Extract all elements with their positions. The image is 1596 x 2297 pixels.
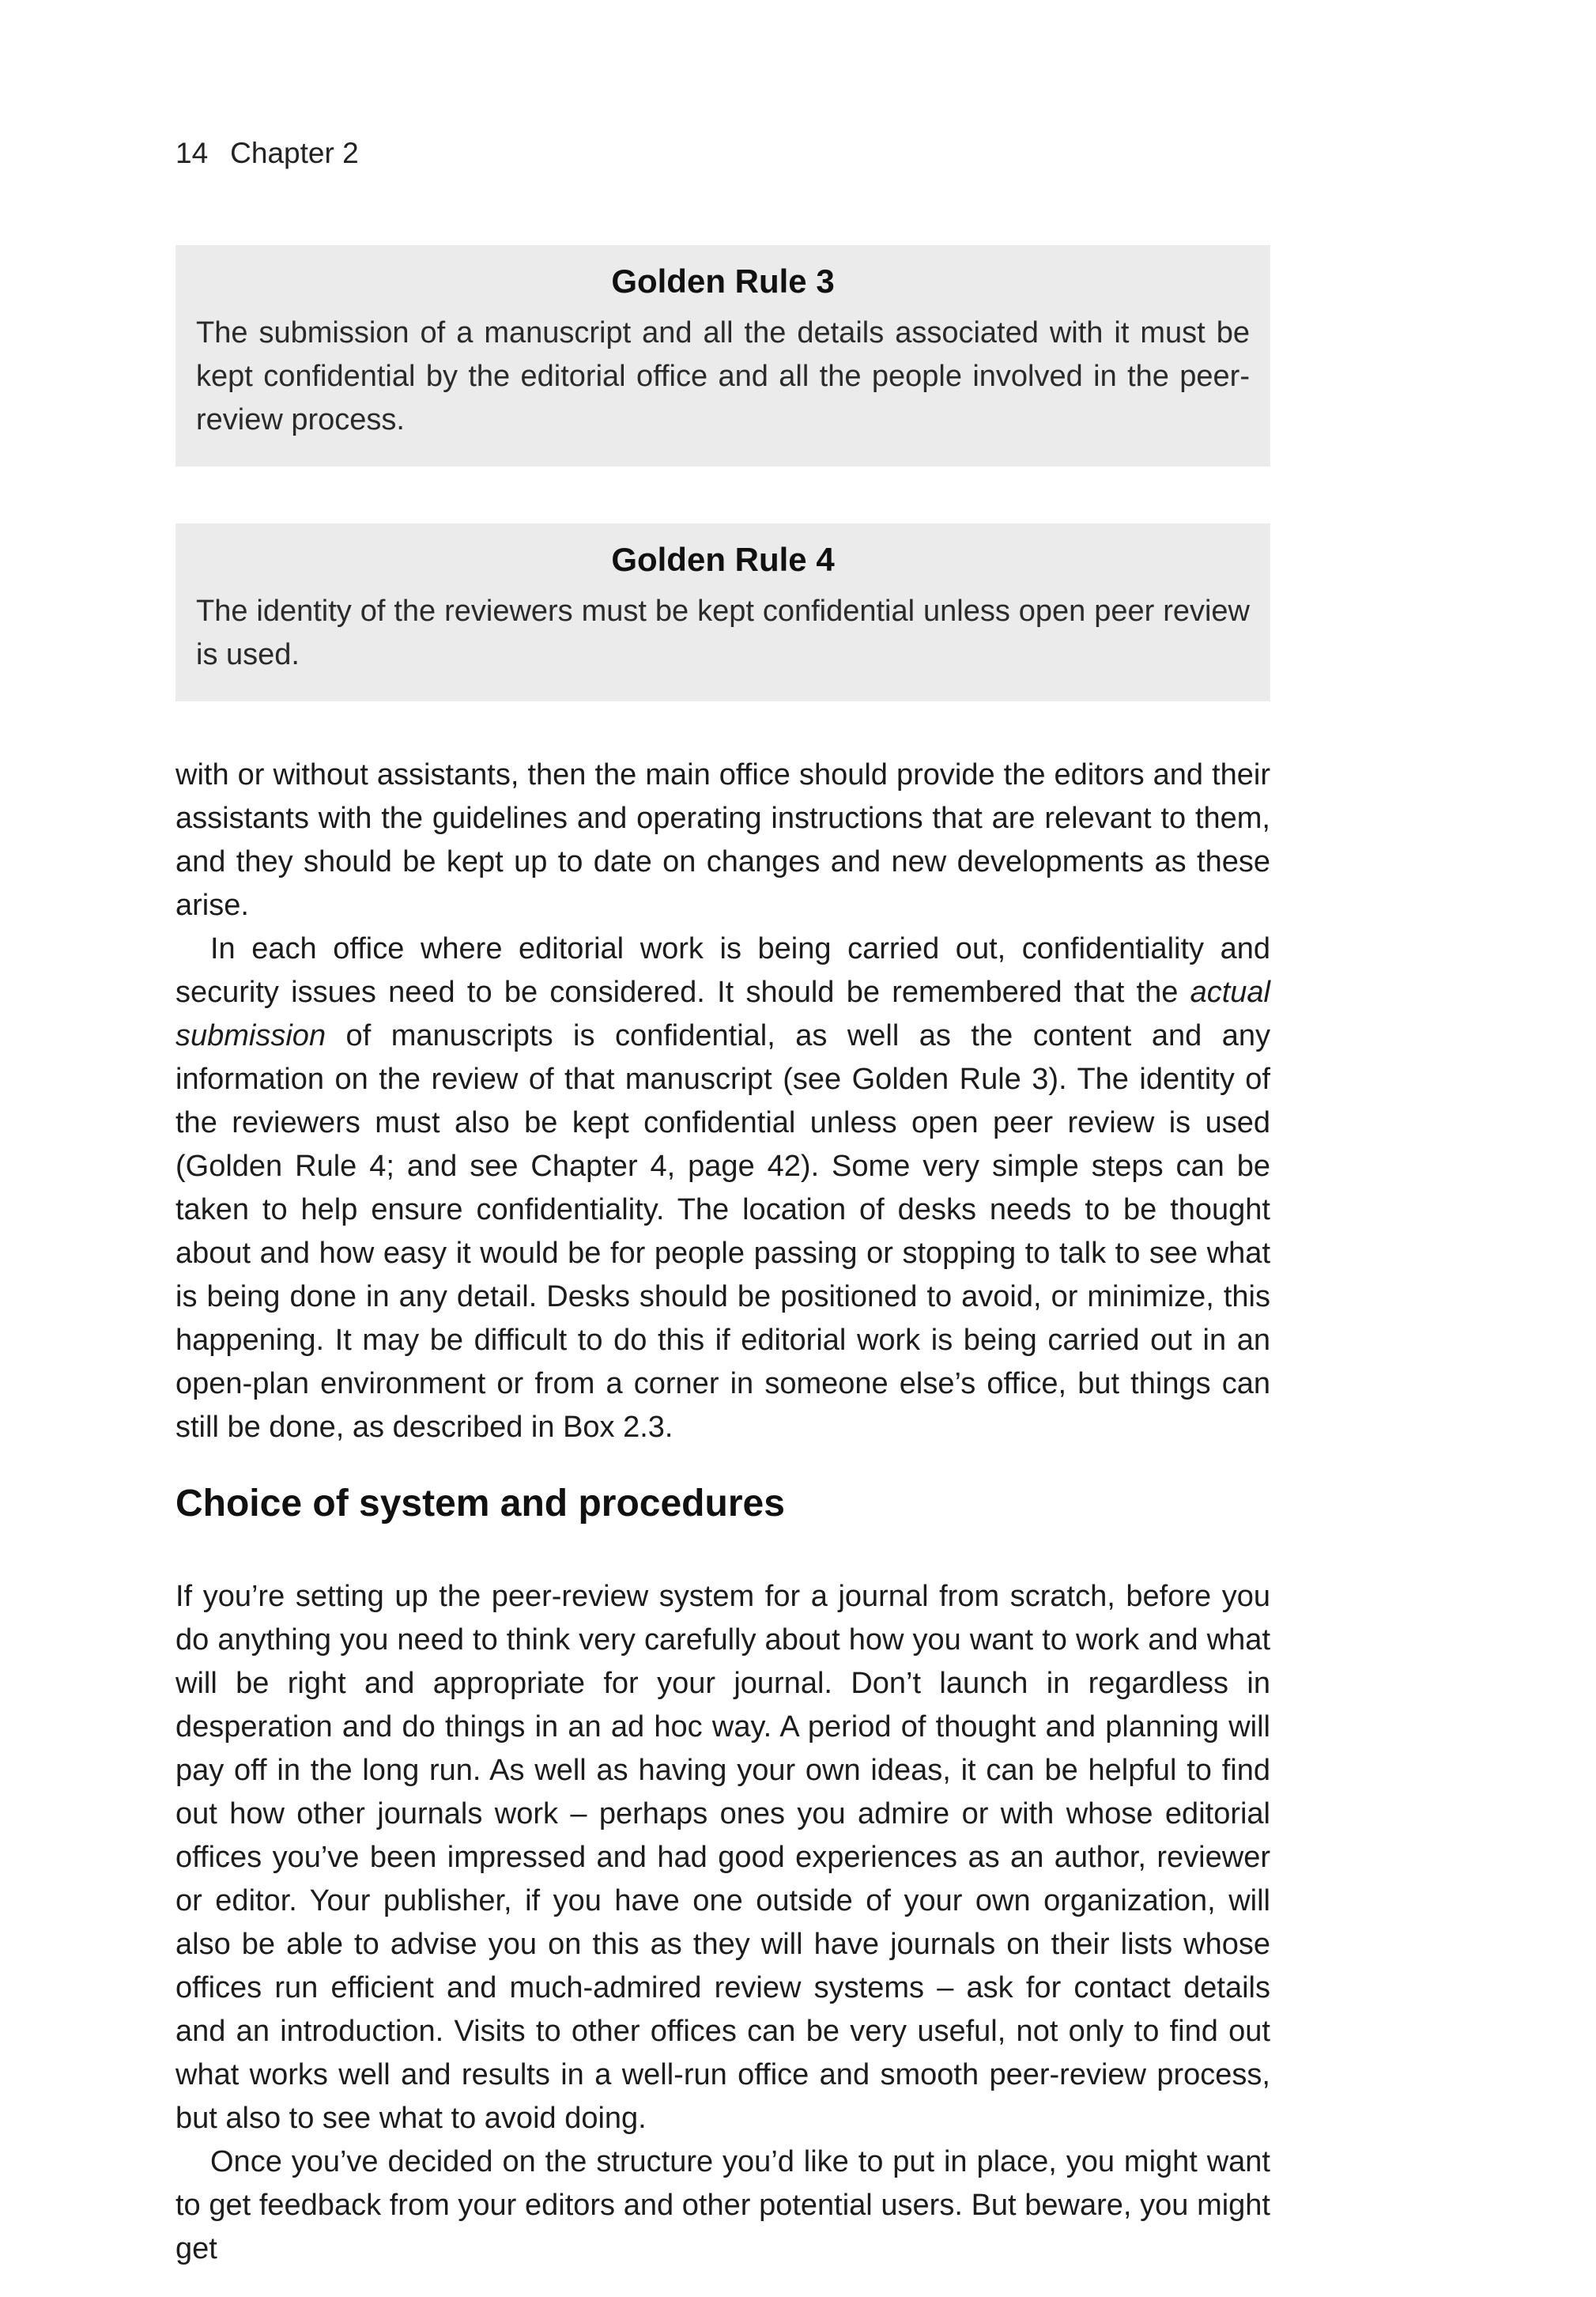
golden-rule-4-title: Golden Rule 4 [611,541,835,578]
golden-rule-3-box [175,245,1270,467]
paragraph: If you’re setting up the peer-review system for a journal from scratch, before you do anything you need to think very carefully about how you want to work and what will be right and appropriate for your journal. Don’t launch in regardless in desperation and do things in an ad hoc way. A period of thought and planning will pay off in the long run. As well as having your own ideas, it can be helpful to find out how other journals work – perhaps ones you admire or with whose editorial offices you’ve been impressed and had good experiences as an author, reviewer or editor. Your publisher, if you have one outside of your own organization, will also be able to advise you on this as they will have journals on their lists whose offices run efficient and much-admired review systems – ask for contact details and an introduction. Visits to other offices can be very useful, not only to find out what works well and results in a well-run office and smooth peer-review process, but also to see what to avoid doing. [175,1580,1270,2135]
golden-rule-3-text: The submission of a manuscript and all the details associated with it must be kept confidential by the editorial office and all the people involved in the peer-review process. [196,316,1250,436]
paragraph-text: In each office where editorial work is being carried out, confidentiality and security issues need to be considered. It should be remembered that the [175,932,1270,1009]
paragraph: Once you’ve decided on the structure you’d like to put in place, you might want to get feedback from your editors and other potential users. But beware, you might get [175,2145,1270,2265]
paragraph [175,927,1270,1449]
emphasized-text: actual submission [175,976,1270,1052]
chapter-label: Chapter 2 [230,137,359,169]
golden-rule-4-box [175,523,1270,701]
body-text-block-1 [175,754,1270,1449]
page-number: 14 [175,137,209,169]
body-text-block-2 [175,1575,1270,2271]
paragraph: with or without assistants, then the main office should provide the editors and their assistants with the guidelines and operating instructions that are relevant to them, and they should be kept up to date on changes and new developments as these arise. [175,758,1270,922]
paragraph-text: of manuscripts is confidential, as well as the content and any information on the review of that manuscript (see Golden Rule 3). The identity of the reviewers must also be kept confidential unless open peer review is used (Golden Rule 4; and see Chapter 4, page 42). Some very simple steps can be taken to help ensure confidentiality. The location of desks needs to be thought about and how easy it would be for people passing or stopping to talk to see what is being done in any detail. Desks should be positioned to avoid, or minimize, this happening. It may be difficult to do this if editorial work is being carried out in an open-plan environment or from a corner in someone else’s office, but things can still be done, as described in Box 2.3. [175,1019,1270,1444]
running-head [175,136,359,171]
section-heading: Choice of system and procedures [175,1483,785,1524]
golden-rule-3-title: Golden Rule 3 [611,263,835,300]
golden-rule-4-text: The identity of the reviewers must be kept confidential unless open peer review is used. [196,595,1250,671]
